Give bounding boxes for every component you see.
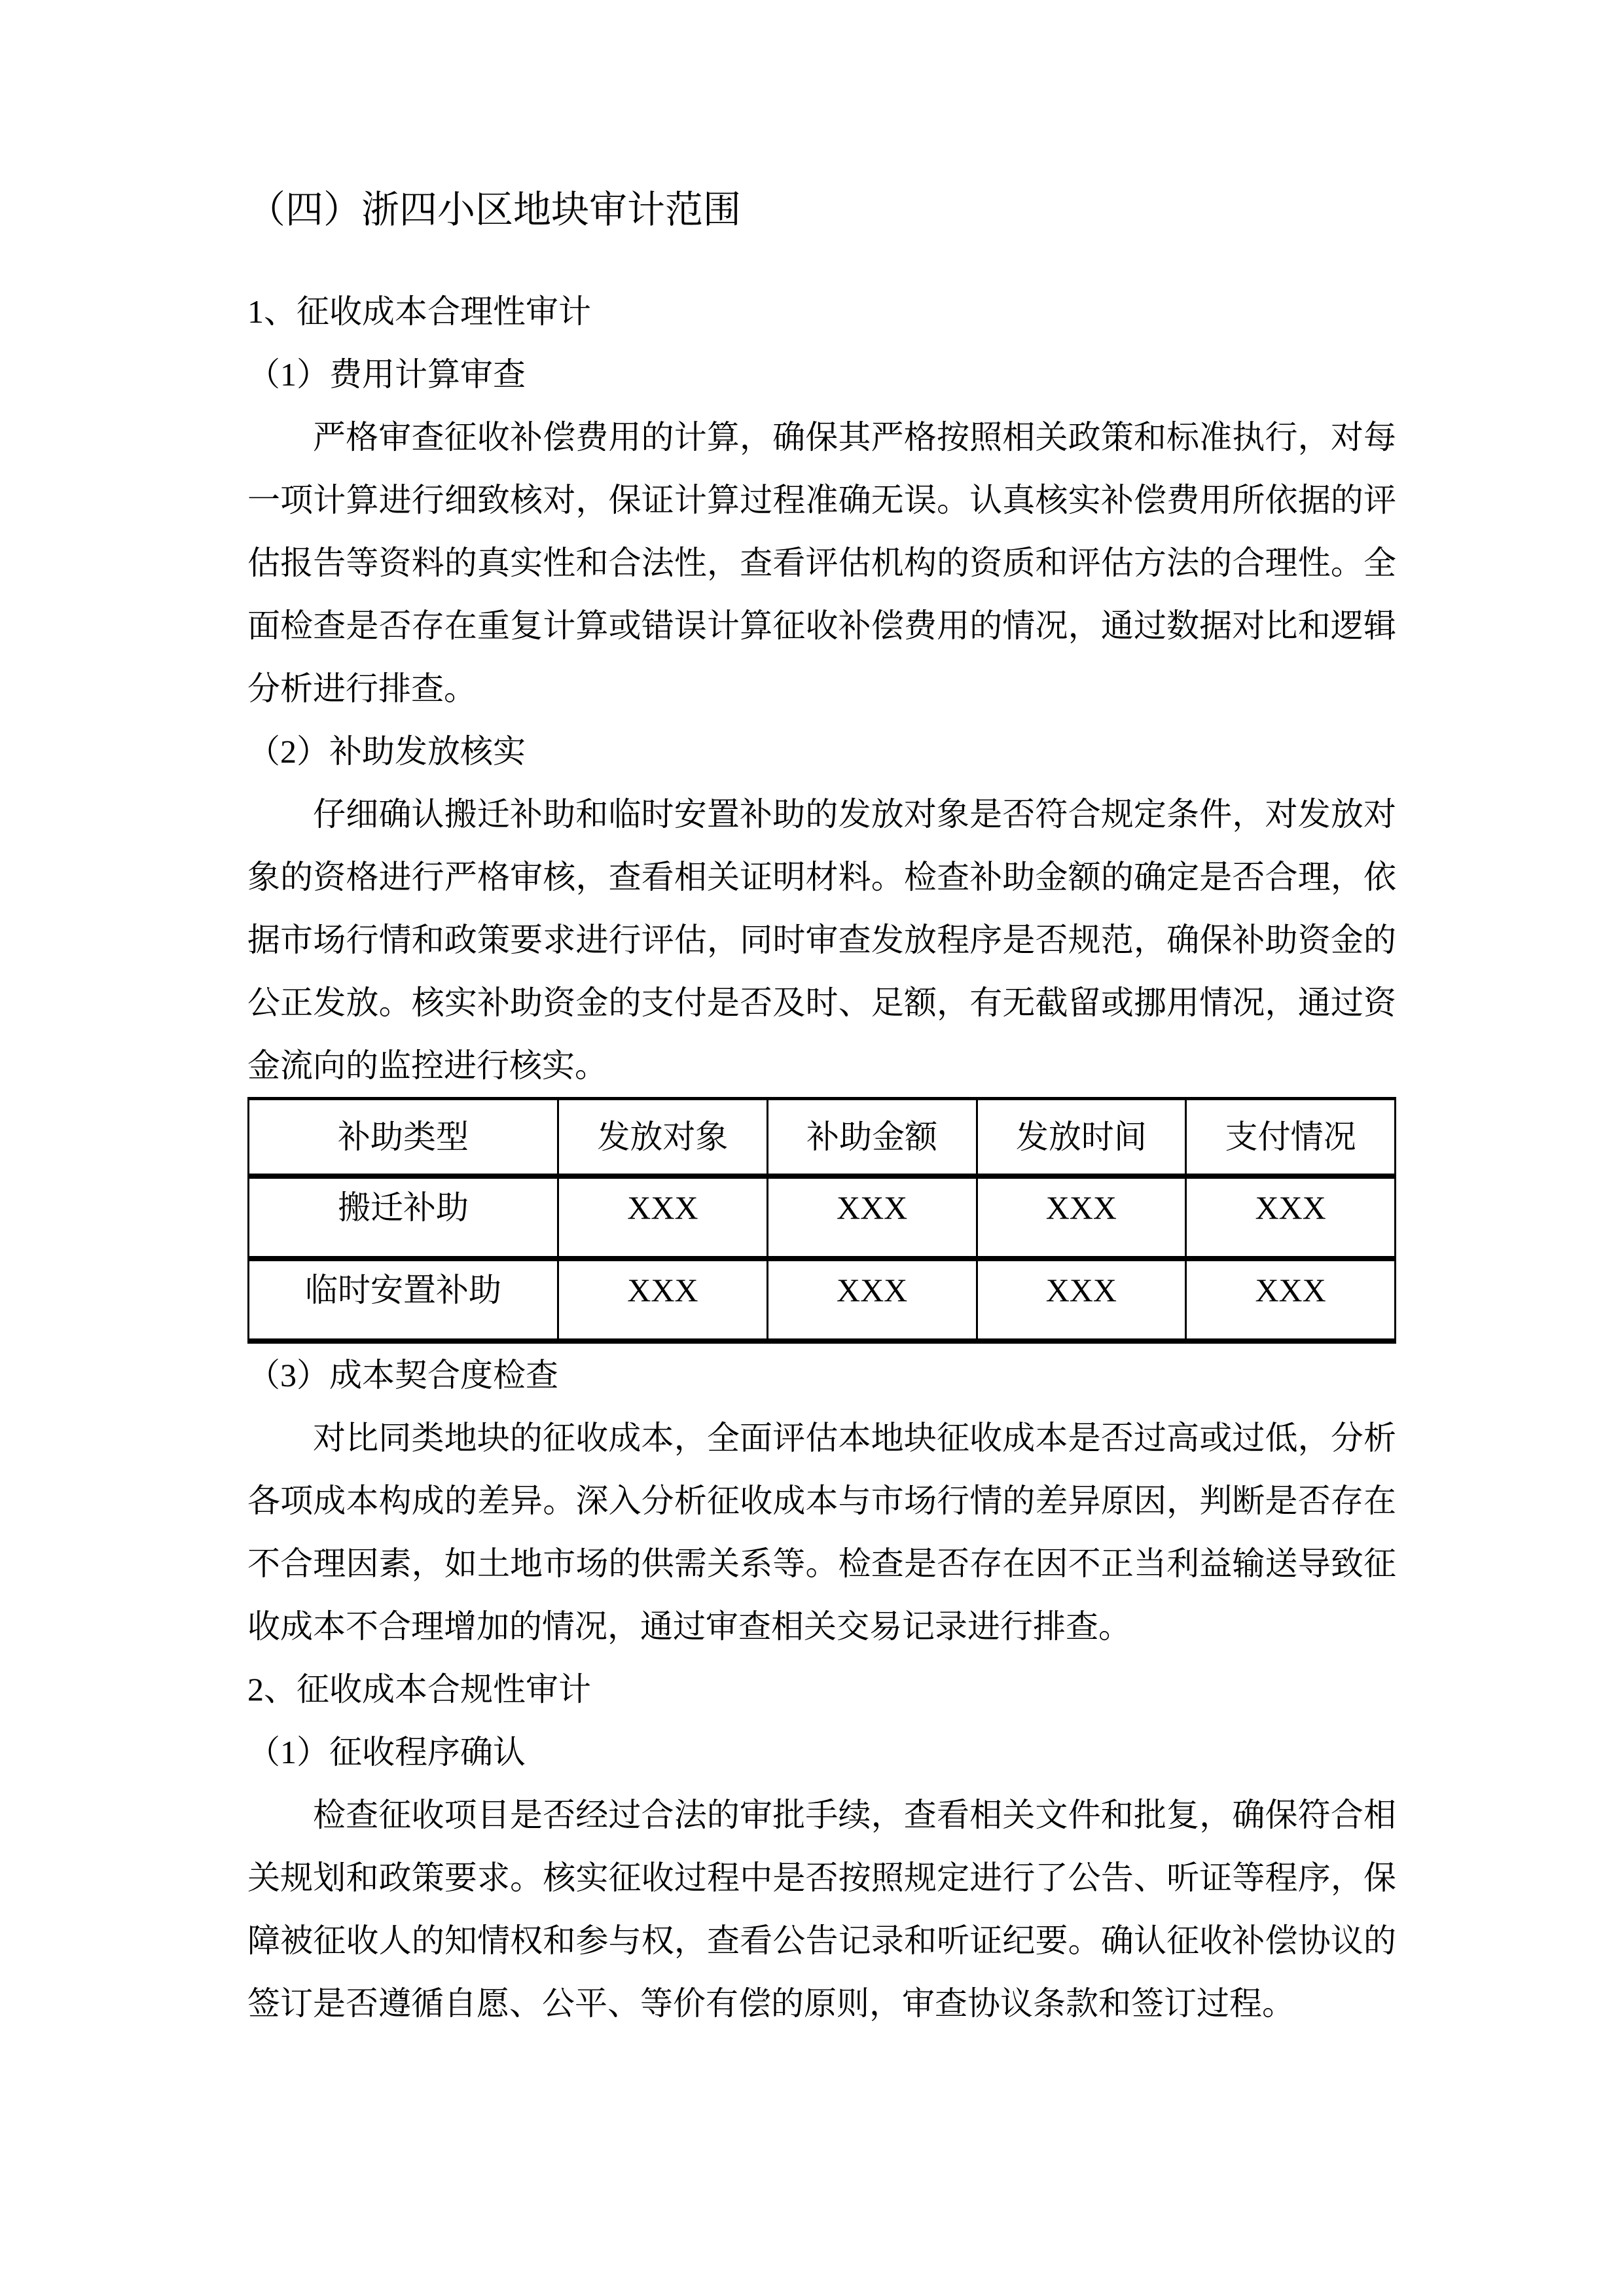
table-cell: XXX: [977, 1176, 1186, 1259]
table-cell: XXX: [1186, 1259, 1396, 1341]
section-1-3-paragraph: 对比同类地块的征收成本，全面评估本地块征收成本是否过高或过低，分析各项成本构成的差异。深入分析征收成本与市场行情的差异原因，判断是否存在不合理因素，如土地市场的供需关系等。检查是否存在因不正当利益输送导致征收成本不合理增加的情况，通过审查相关交易记录进行排查。: [247, 1420, 1396, 1645]
table-header-row: [249, 1099, 1396, 1177]
table-cell: XXX: [767, 1259, 977, 1341]
table-header-cell: 发放时间: [977, 1099, 1186, 1177]
subsidy-table: [247, 1097, 1396, 1344]
section-1-1-paragraph: 严格审查征收补偿费用的计算，确保其严格按照相关政策和标准执行，对每一项计算进行细致核对，保证计算过程准确无误。认真核实补偿费用所依据的评估报告等资料的真实性和合法性，查看评估机构的资质和评估方法的合理性。全面检查是否存在重复计算或错误计算征收补偿费用的情况，通过数据对比和逻辑分析进行排查。: [247, 419, 1396, 707]
section-2-heading: 2、征收成本合规性审计: [247, 1671, 591, 1708]
section-1-2-heading: （2）补助发放核实: [247, 733, 526, 770]
table-row: [249, 1176, 1396, 1259]
document-body: [247, 280, 1396, 2035]
section-1-2-paragraph: 仔细确认搬迁补助和临时安置补助的发放对象是否符合规定条件，对发放对象的资格进行严格审核，查看相关证明材料。检查补助金额的确定是否合理，依据市场行情和政策要求进行评估，同时审查发放程序是否规范，确保补助资金的公正发放。核实补助资金的支付是否及时、足额，有无截留或挪用情况，通过资金流向的监控进行核实。: [247, 796, 1396, 1084]
table-cell: XXX: [977, 1259, 1186, 1341]
table-cell: 临时安置补助: [305, 1272, 502, 1308]
table-cell: XXX: [558, 1176, 768, 1259]
table-cell: XXX: [767, 1176, 977, 1259]
table-header-cell: 补助金额: [767, 1099, 977, 1177]
table-row: [249, 1259, 1396, 1341]
section-1-heading: 1、征收成本合理性审计: [247, 293, 591, 330]
table-cell: 搬迁补助: [338, 1189, 469, 1226]
section-1-3-heading: （3）成本契合度检查: [247, 1357, 558, 1393]
table-cell: XXX: [558, 1259, 768, 1341]
page-title: （四）浙四小区地块审计范围: [247, 188, 742, 231]
table-header-cell: 发放对象: [558, 1099, 768, 1177]
section-1-1-heading: （1）费用计算审查: [247, 356, 526, 393]
section-2-1-paragraph: 检查征收项目是否经过合法的审批手续，查看相关文件和批复，确保符合相关规划和政策要求。核实征收过程中是否按照规定进行了公告、听证等程序，保障被征收人的知情权和参与权，查看公告记录和听证纪要。确认征收补偿协议的签订是否遵循自愿、公平、等价有偿的原则，审查协议条款和签订过程。: [247, 1797, 1396, 2022]
table-header-cell: 支付情况: [1186, 1099, 1396, 1177]
section-2-1-heading: （1）征收程序确认: [247, 1734, 526, 1770]
table-cell: XXX: [1186, 1176, 1396, 1259]
table-header-cell: 补助类型: [338, 1119, 469, 1155]
